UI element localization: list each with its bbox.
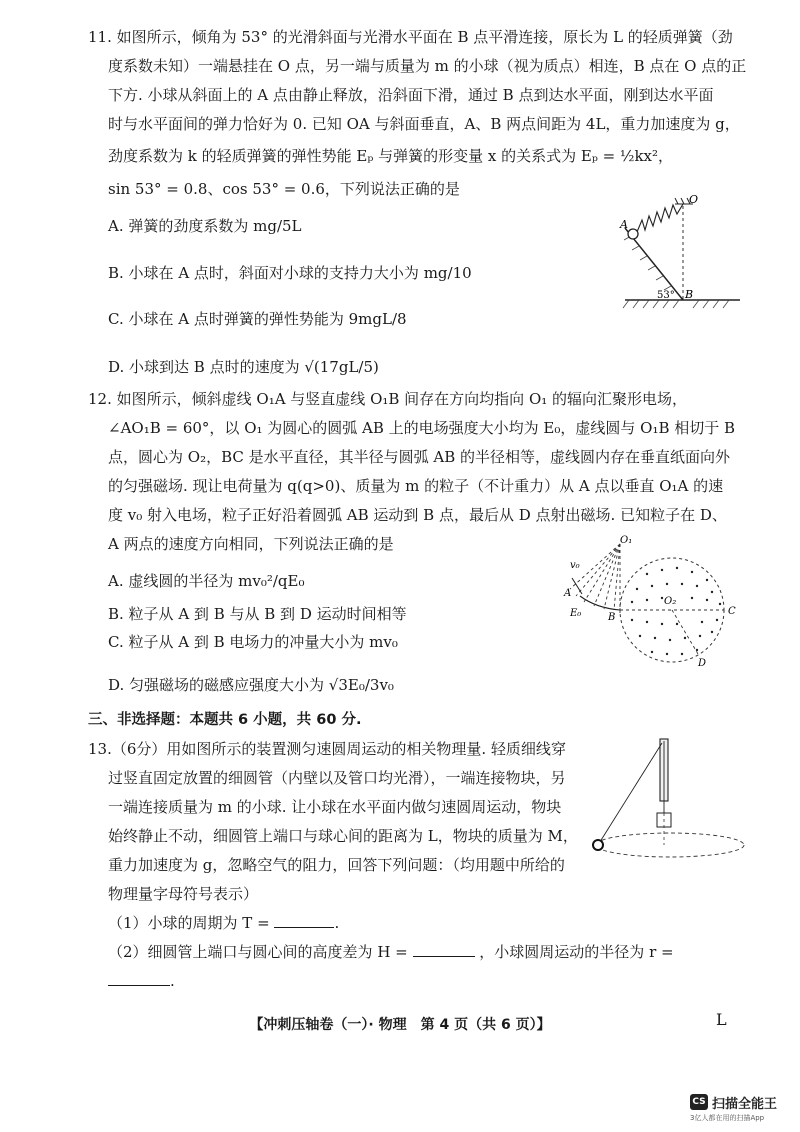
- q13-line-1: 13.（6分）用如图所示的装置测匀速圆周运动的相关物理量. 轻质细线穿: [88, 740, 566, 758]
- q11-incline-hatch: [624, 236, 671, 290]
- q11-label-b: B: [685, 288, 694, 301]
- q13-ball: [593, 840, 603, 850]
- q11-option-b: B. 小球在 A 点时，斜面对小球的支持力大小为 mg/10: [108, 264, 472, 282]
- q11-line-6: sin 53° = 0.8、cos 53° = 0.6，下列说法正确的是: [108, 180, 460, 198]
- q13-line-3: 一端连接质量为 m 的小球. 让小球在水平面内做匀速圆周运动，物块: [108, 798, 562, 816]
- q12-label-d: D: [698, 658, 707, 669]
- q11-spring: [637, 204, 683, 232]
- q12-label-o1: O₁: [620, 535, 633, 546]
- q12-label-a: A: [564, 588, 572, 599]
- q11-angle-label: 53°: [657, 290, 675, 301]
- q12-line-1: 12. 如图所示，倾斜虚线 O₁A 与竖直虚线 O₁B 间存在方向均指向 O₁ 的辐向汇聚形电场，: [88, 390, 688, 408]
- q13-figure: [588, 735, 768, 870]
- scanner-app-name: 扫描全能王: [712, 1097, 778, 1112]
- q13-period-answer-blank[interactable]: [274, 913, 334, 928]
- footer-corner-mark: L: [716, 1010, 727, 1029]
- q12-option-d: D. 匀强磁场的磁感应强度大小为 √3E₀/3v₀: [108, 676, 394, 694]
- q13-sub1-suffix: .: [334, 914, 340, 932]
- q11-option-d: D. 小球到达 B 点时的速度为 √(17gL/5): [108, 358, 379, 376]
- q11-label-a: A: [620, 218, 628, 231]
- q11-figure: [615, 190, 745, 315]
- scanner-logo-icon: CS: [690, 1094, 708, 1110]
- q12-field-dots: [631, 567, 721, 655]
- q13-sub2-prefix: （2）细圆管上端口与圆心间的高度差为 H =: [108, 943, 408, 961]
- q13-sub2: [108, 941, 674, 963]
- q13-line-6: 物理量字母符号表示）: [108, 885, 259, 903]
- q12-label-b: B: [608, 612, 616, 623]
- q11-line-5: 劲度系数为 k 的轻质弹簧的弹性势能 Eₚ 与弹簧的形变量 x 的关系式为 Eₚ = ½kx²，: [108, 147, 674, 165]
- q13-sub2-cont: [108, 970, 175, 992]
- q12-arc-ab: [580, 596, 620, 610]
- q11-ball: [628, 229, 638, 239]
- q13-sub1: [108, 912, 339, 934]
- q12-option-a: A. 虚线圆的半径为 mv₀²/qE₀: [108, 572, 305, 590]
- q11-line-2: 度系数未知）一端悬挂在 O 点，另一端与质量为 m 的小球（视为质点）相连，B 点在 O 点的正: [108, 57, 747, 75]
- q13-line-5: 重力加速度为 g，忽略空气的阻力，回答下列问题：（均用题中所给的: [108, 856, 565, 874]
- q13-sub2-middle: ，小球圆周运动的半径为 r =: [479, 943, 674, 961]
- q11-line-4: 时与水平面间的弹力恰好为 0. 已知 OA 与斜面垂直，A、B 两点间距为 4L，重力加速度为 g，: [108, 115, 740, 133]
- q12-radius-d: [672, 610, 698, 654]
- q11-line-3: 下方. 小球从斜面上的 A 点由静止释放，沿斜面下滑，通过 B 点到达水平面，刚到达水平面: [108, 86, 714, 104]
- q13-sub2-suffix: .: [170, 972, 175, 990]
- q12-option-c: C. 粒子从 A 到 B 电场力的冲量大小为 mv₀: [108, 633, 398, 651]
- scanner-tagline: 3亿人都在用的扫描App: [690, 1114, 765, 1122]
- page-footer: 【冲刺压轴卷（一）· 物理 第 4 页（共 6 页）】: [249, 1017, 551, 1033]
- section-three-heading: 三、非选择题：本题共 6 小题，共 60 分.: [88, 712, 362, 728]
- q12-line-4: 的匀强磁场. 现让电荷量为 q(q>0)、质量为 m 的粒子（不计重力）从 A 点以垂直 O₁A 的速: [108, 477, 724, 495]
- q13-radius-answer-blank[interactable]: [108, 971, 170, 986]
- q12-field-lines: [570, 544, 620, 614]
- q12-line-5: 度 v₀ 射入电场，粒子正好沿着圆弧 AB 运动到 B 点，最后从 D 点射出磁场. 已知粒子在 D、: [108, 506, 727, 524]
- q12-label-v0: v₀: [570, 560, 580, 571]
- q13-height-answer-blank[interactable]: [413, 942, 475, 957]
- q12-line-3: 点，圆心为 O₂，BC 是水平直径，其半径与圆弧 AB 的半径相等，虚线圆内存在垂直纸面向外: [108, 448, 731, 466]
- q12-label-o2: O₂: [664, 596, 677, 607]
- q12-label-e0: E₀: [570, 608, 582, 619]
- q13-sub1-prefix: （1）小球的周期为 T =: [108, 914, 270, 932]
- q11-label-o: O: [689, 193, 699, 206]
- q13-string-slant: [598, 743, 662, 845]
- q12-line-2: ∠AO₁B = 60°，以 O₁ 为圆心的圆弧 AB 上的电场强度大小均为 E₀，虚线圆与 O₁B 相切于 B: [108, 419, 736, 437]
- q13-orbit: [596, 833, 744, 857]
- q13-line-4: 始终静止不动，细圆管上端口与球心间的距离为 L，物块的质量为 M，: [108, 827, 578, 845]
- q12-line-6: A 两点的速度方向相同，下列说法正确的是: [108, 535, 394, 553]
- q12-label-c: C: [728, 606, 736, 617]
- q12-figure: [552, 534, 752, 674]
- q11-line-1: 11. 如图所示，倾角为 53° 的光滑斜面与光滑水平面在 B 点平滑连接，原长为 L 的轻质弹簧（劲: [88, 28, 733, 46]
- q11-option-a: A. 弹簧的劲度系数为 mg/5L: [108, 217, 302, 235]
- q13-line-2: 过竖直固定放置的细圆管（内壁以及管口均光滑），一端连接物块，另: [108, 769, 566, 787]
- q11-ground-hatch: [623, 300, 729, 308]
- q11-option-c: C. 小球在 A 点时弹簧的弹性势能为 9mgL/8: [108, 310, 407, 328]
- q12-option-b: B. 粒子从 A 到 B 与从 B 到 D 运动时间相等: [108, 605, 407, 623]
